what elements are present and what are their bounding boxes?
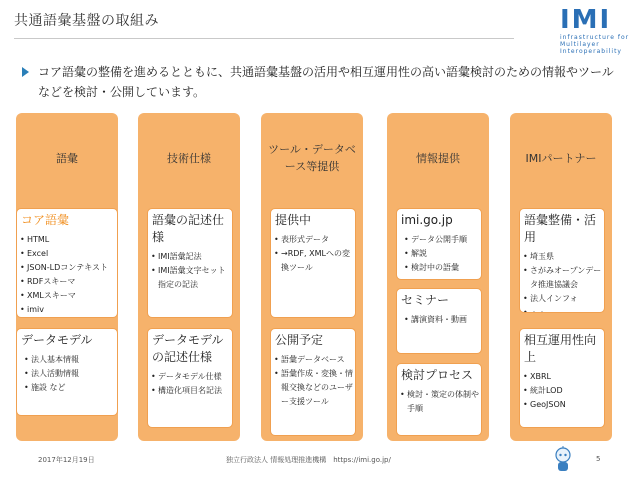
footer-organization: 独立行政法人 情報処理推進機構 https://imi.go.jp/ bbox=[226, 456, 391, 464]
logo-text: IMI bbox=[560, 5, 612, 35]
list-item: • imiv bbox=[20, 303, 115, 317]
list-item: • 法人インフォ bbox=[523, 292, 602, 306]
card-title: 語彙の記述仕様 bbox=[152, 213, 225, 244]
mascot-icon bbox=[552, 446, 574, 474]
list-item: • IMI語彙記法 bbox=[151, 250, 230, 264]
list-item: • XBRL bbox=[523, 370, 602, 384]
list-item: • 語彙データベース bbox=[274, 353, 353, 367]
list-item: • 構造化項目名記法 bbox=[151, 384, 230, 398]
card-vocab-maintenance bbox=[519, 208, 605, 313]
card-data-model bbox=[16, 328, 118, 416]
list-item: • 統計LOD bbox=[523, 384, 602, 398]
title-divider bbox=[14, 38, 514, 39]
list-item: • 法人活動情報 bbox=[20, 367, 115, 381]
card-imi-site bbox=[396, 208, 482, 280]
list-item: • 講演資料・動画 bbox=[400, 313, 479, 327]
item-list bbox=[397, 313, 481, 327]
page-number: 5 bbox=[596, 455, 601, 463]
list-item: • GeoJSON bbox=[523, 398, 602, 412]
column-title: 技術仕様 bbox=[167, 151, 211, 165]
column-title: ツール・データベース等提供 bbox=[268, 143, 356, 173]
item-list bbox=[397, 233, 481, 275]
card-title: 提供中 bbox=[275, 213, 312, 227]
list-item: • IMI語彙文字セット指定の記法 bbox=[151, 264, 230, 292]
list-item: • 施設 など bbox=[20, 381, 115, 395]
item-list bbox=[148, 370, 232, 398]
card-title: データモデル bbox=[21, 333, 93, 347]
item-list bbox=[397, 388, 481, 416]
list-item: • さがみオープンデータ推進協議会 bbox=[523, 264, 602, 292]
item-list bbox=[271, 233, 355, 275]
list-item: • 埼玉県 bbox=[523, 250, 602, 264]
list-item: • 表形式データ bbox=[274, 233, 353, 247]
card-title: 相互運用性向上 bbox=[524, 333, 597, 364]
card-interoperability bbox=[519, 328, 605, 428]
column-title: 語彙 bbox=[56, 151, 78, 165]
column-technical-spec bbox=[138, 113, 240, 441]
column-info-provision bbox=[387, 113, 489, 441]
card-title: 語彙整備・活用 bbox=[524, 213, 597, 244]
column-title: 情報提供 bbox=[416, 151, 460, 165]
item-list bbox=[520, 250, 604, 313]
bullet-arrow-icon bbox=[22, 67, 29, 77]
card-title: 公開予定 bbox=[275, 333, 324, 347]
item-list bbox=[520, 370, 604, 412]
list-item: • 検討・策定の体制や手順 bbox=[400, 388, 479, 416]
card-title: 検討プロセス bbox=[401, 368, 474, 382]
card-datamodel-spec bbox=[147, 328, 233, 428]
list-item: • 解説 bbox=[400, 247, 479, 261]
list-item: • JSON-LDコンテキスト bbox=[20, 261, 115, 275]
list-item: • Excel bbox=[20, 247, 115, 261]
list-item: • HTML bbox=[20, 233, 115, 247]
card-title: データモデルの記述仕様 bbox=[152, 333, 224, 364]
list-item: • データモデル仕様 bbox=[151, 370, 230, 384]
list-item: • 法人基本情報 bbox=[20, 353, 115, 367]
column-imi-partner bbox=[510, 113, 612, 441]
list-item: • 検討中の語彙 bbox=[400, 261, 479, 275]
card-seminar bbox=[396, 288, 482, 354]
list-item: • →RDF, XMLへの変換ツール bbox=[274, 247, 353, 275]
imi-logo bbox=[560, 5, 630, 55]
column-vocabulary bbox=[16, 113, 118, 441]
item-list bbox=[271, 353, 355, 409]
card-planned bbox=[270, 328, 356, 436]
list-item: • ・・ bbox=[523, 306, 602, 313]
footer-date: 2017年12月19日 bbox=[38, 456, 95, 464]
card-core-vocabulary bbox=[16, 208, 118, 318]
card-review-process bbox=[396, 363, 482, 436]
list-item: • データ公開手順 bbox=[400, 233, 479, 247]
list-item: • XMLスキーマ bbox=[20, 289, 115, 303]
intro-text: コア語彙の整備を進めるとともに、共通語彙基盤の活用や相互運用性の高い語彙検討のための情報やツールなどを検討・公開しています。 bbox=[38, 65, 614, 99]
card-title: imi.go.jp bbox=[401, 213, 453, 227]
item-list bbox=[148, 250, 232, 292]
column-tools-db bbox=[261, 113, 363, 441]
item-list bbox=[17, 353, 117, 395]
card-vocab-spec bbox=[147, 208, 233, 318]
list-item: • 語彙作成・変換・情報交換などのユーザー支援ツール bbox=[274, 367, 353, 409]
page-title: 共通語彙基盤の取組み bbox=[14, 13, 159, 29]
list-item: • RDFスキーマ bbox=[20, 275, 115, 289]
column-title: IMIパートナー bbox=[525, 151, 597, 165]
item-list bbox=[17, 233, 117, 317]
card-available bbox=[270, 208, 356, 318]
card-title: コア語彙 bbox=[21, 213, 70, 227]
logo-subtitle: infrastructure for Multilayer Interoperability bbox=[560, 34, 630, 55]
card-title: セミナー bbox=[401, 293, 450, 307]
